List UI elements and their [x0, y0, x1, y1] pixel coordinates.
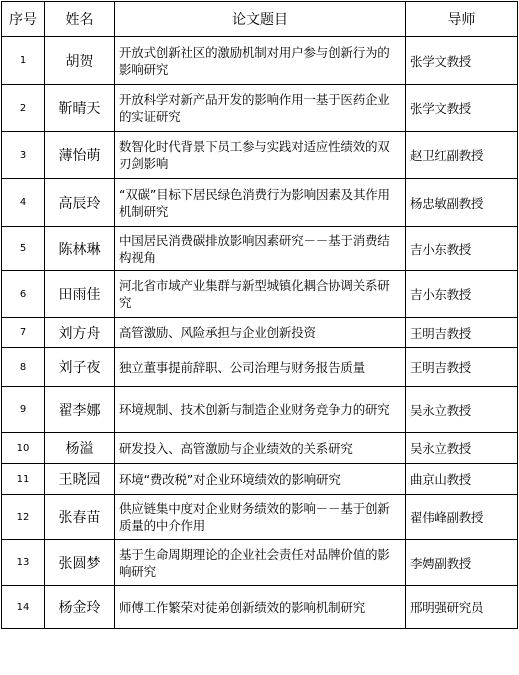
header-advisor: 导师	[406, 2, 518, 37]
table-row	[2, 387, 518, 433]
advisor-name: 张学文教授	[406, 85, 518, 132]
header-row	[2, 2, 518, 37]
student-name: 胡贺	[45, 37, 115, 85]
advisor-name: 吉小东教授	[406, 227, 518, 271]
table-row	[2, 540, 518, 586]
table-row	[2, 495, 518, 540]
thesis-title: 中国居民消费碳排放影响因素研究－－基于消费结构视角	[115, 227, 406, 271]
header-name: 姓名	[45, 2, 115, 37]
advisor-name: 张学文教授	[406, 37, 518, 85]
table-row	[2, 37, 518, 85]
advisor-name: 吴永立教授	[406, 433, 518, 464]
student-name: 薄怡萌	[45, 132, 115, 179]
thesis-title: 河北省市域产业集群与新型城镇化耦合协调关系研究	[115, 271, 406, 318]
student-name: 王晓园	[45, 464, 115, 495]
advisor-name: 杨忠敏副教授	[406, 179, 518, 227]
advisor-name: 吴永立教授	[406, 387, 518, 433]
thesis-title: 师傅工作繁荣对徒弟创新绩效的影响机制研究	[115, 586, 406, 629]
advisor-name: 翟伟峰副教授	[406, 495, 518, 540]
thesis-title: 环境“费改税”对企业环境绩效的影响研究	[115, 464, 406, 495]
row-number: 7	[2, 318, 45, 348]
advisor-name: 曲京山教授	[406, 464, 518, 495]
row-number: 11	[2, 464, 45, 495]
student-name: 刘子夜	[45, 348, 115, 387]
row-number: 3	[2, 132, 45, 179]
table-row	[2, 433, 518, 464]
table-row	[2, 271, 518, 318]
table-body	[2, 37, 518, 629]
row-number: 8	[2, 348, 45, 387]
advisor-name: 吉小东教授	[406, 271, 518, 318]
student-name: 田雨佳	[45, 271, 115, 318]
thesis-title: 数智化时代背景下员工参与实践对适应性绩效的双刃剑影响	[115, 132, 406, 179]
table-row	[2, 227, 518, 271]
thesis-title: 研发投入、高管激励与企业绩效的关系研究	[115, 433, 406, 464]
header-title: 论文题目	[115, 2, 406, 37]
advisor-name: 赵卫红副教授	[406, 132, 518, 179]
student-name: 陈林琳	[45, 227, 115, 271]
student-name: 刘方舟	[45, 318, 115, 348]
thesis-title: “双碳”目标下居民绿色消费行为影响因素及其作用机制研究	[115, 179, 406, 227]
student-name: 张春苗	[45, 495, 115, 540]
thesis-title: 基于生命周期理论的企业社会责任对品牌价值的影响研究	[115, 540, 406, 586]
row-number: 4	[2, 179, 45, 227]
advisor-name: 王明吉教授	[406, 318, 518, 348]
student-name: 靳晴天	[45, 85, 115, 132]
row-number: 9	[2, 387, 45, 433]
thesis-title: 开放式创新社区的激励机制对用户参与创新行为的影响研究	[115, 37, 406, 85]
thesis-table	[1, 1, 518, 629]
thesis-title: 环境规制、技术创新与制造企业财务竞争力的研究	[115, 387, 406, 433]
row-number: 12	[2, 495, 45, 540]
student-name: 高辰玲	[45, 179, 115, 227]
advisor-name: 李娉副教授	[406, 540, 518, 586]
header-no: 序号	[2, 2, 45, 37]
row-number: 14	[2, 586, 45, 629]
table-row	[2, 179, 518, 227]
advisor-name: 王明吉教授	[406, 348, 518, 387]
thesis-title: 供应链集中度对企业财务绩效的影响－－基于创新质量的中介作用	[115, 495, 406, 540]
table-row	[2, 586, 518, 629]
advisor-name: 邢明强研究员	[406, 586, 518, 629]
row-number: 2	[2, 85, 45, 132]
thesis-title: 开放科学对新产品开发的影响作用一基于医药企业的实证研究	[115, 85, 406, 132]
student-name: 翟李娜	[45, 387, 115, 433]
row-number: 5	[2, 227, 45, 271]
student-name: 杨金玲	[45, 586, 115, 629]
table-row	[2, 318, 518, 348]
student-name: 杨溢	[45, 433, 115, 464]
row-number: 1	[2, 37, 45, 85]
table-row	[2, 464, 518, 495]
row-number: 6	[2, 271, 45, 318]
table-row	[2, 85, 518, 132]
thesis-title: 高管激励、风险承担与企业创新投资	[115, 318, 406, 348]
table-row	[2, 348, 518, 387]
thesis-title: 独立董事提前辞职、公司治理与财务报告质量	[115, 348, 406, 387]
table-row	[2, 132, 518, 179]
row-number: 13	[2, 540, 45, 586]
row-number: 10	[2, 433, 45, 464]
student-name: 张圆梦	[45, 540, 115, 586]
